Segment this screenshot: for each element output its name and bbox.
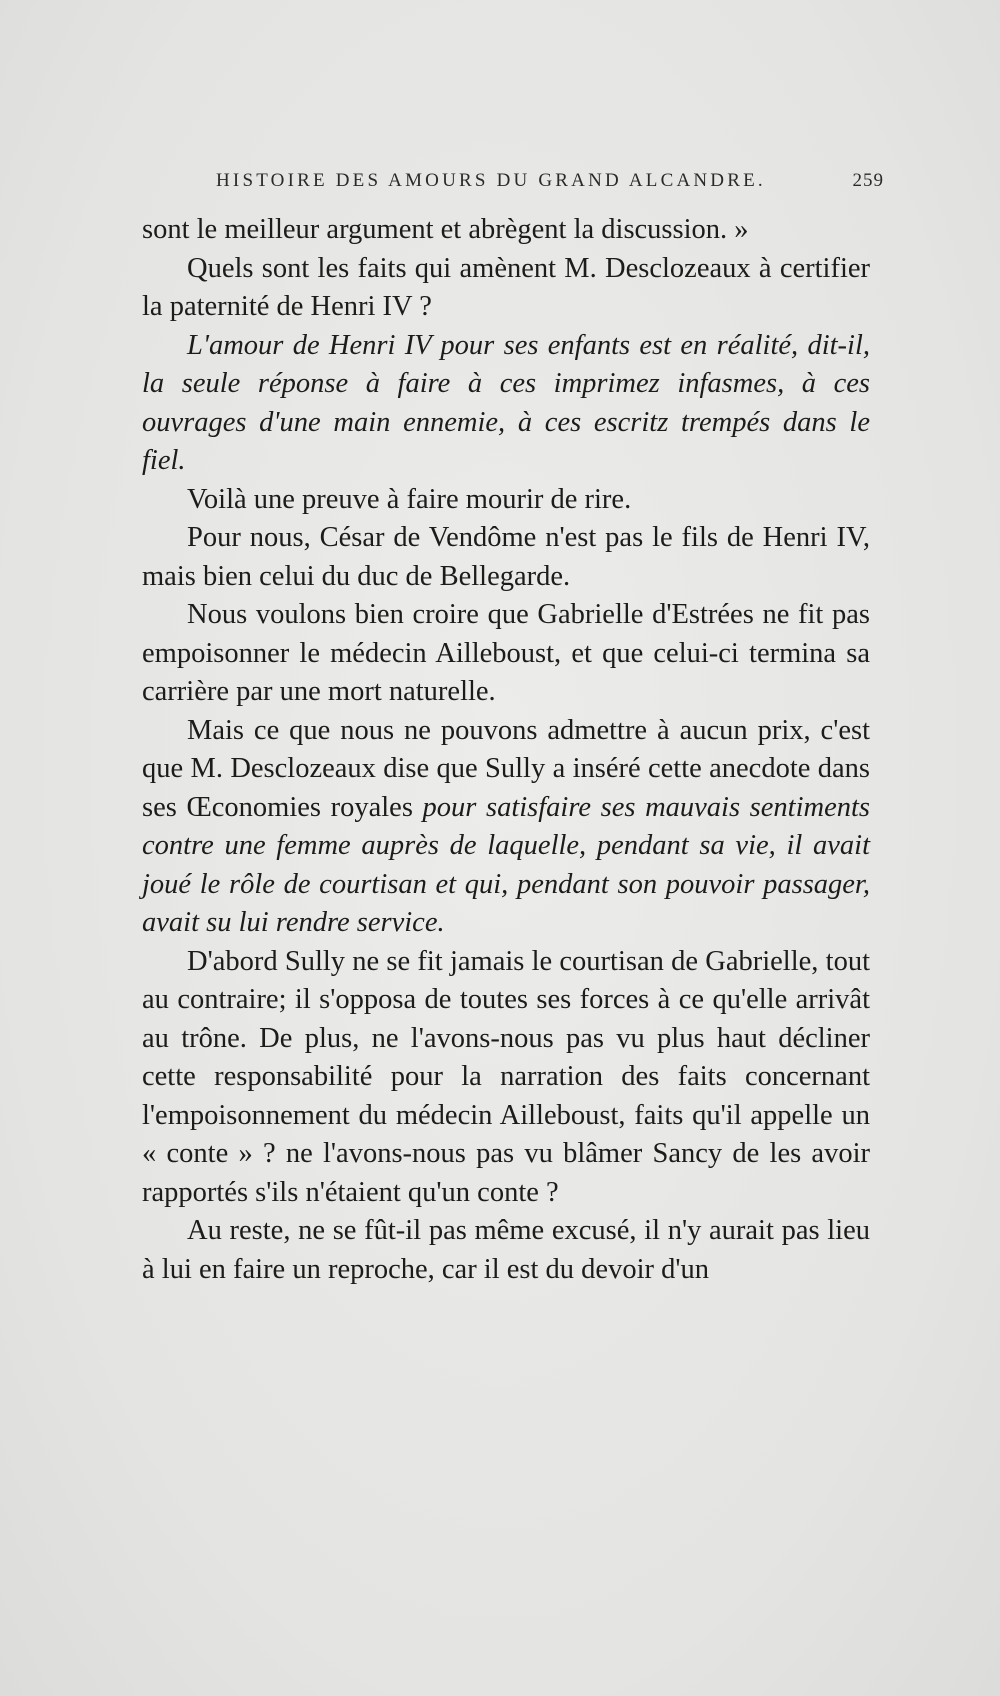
paragraph xyxy=(142,211,870,250)
running-header xyxy=(216,170,884,200)
text-run: Quels sont les faits qui amènent M. Desclozeaux à certifier la paternité de Henri IV ? xyxy=(142,252,870,322)
paragraph xyxy=(142,712,870,943)
body-text xyxy=(142,211,870,1289)
paragraph xyxy=(142,519,870,596)
paragraph xyxy=(142,596,870,712)
text-run: Mais ce que nous ne pouvons admettre à aucun prix, c'est que M. Desclozeaux dise que Sully a inséré cette anecdote dans ses Œconomies royales xyxy=(142,714,870,823)
italic-text: pour satisfaire ses mauvais sentiments contre une femme auprès de laquelle, pendant sa vie, il avait joué le rôle de courtisan et qui, pendant son pouvoir passager, avait su lui rendre service. xyxy=(142,791,870,938)
paragraph xyxy=(142,250,870,327)
text-run: Nous voulons bien croire que Gabrielle d'Estrées ne fit pas empoisonner le médecin Ailleboust, et que celui-ci termina sa carrière par une mort naturelle. xyxy=(142,599,870,707)
running-title: HISTOIRE DES AMOURS DU GRAND ALCANDRE. xyxy=(216,170,766,191)
text-run: sont le meilleur argument et abrègent la discussion. » xyxy=(142,214,749,245)
italic-text: L'amour de Henri IV pour ses enfants est en réalité, dit-il, la seule réponse à faire à ces imprimez infasmes, à ces ouvrages d'une main ennemie, à ces escritz trempés dans le fiel. xyxy=(142,329,870,476)
text-run: D'abord Sully ne se fit jamais le courtisan de Gabrielle, tout au contraire; il s'opposa de toutes ses forces à ce qu'elle arrivât au trône. De plus, ne l'avons-nous pas vu plus haut décliner cette responsabilité pour la narration des faits concernant l'empoisonnement du médecin Ailleboust, faits qu'il appelle un « conte » ? ne l'avons-nous pas vu blâmer Sancy de les avoir rapportés s'ils n'étaient qu'un conte ? xyxy=(142,945,870,1208)
paragraph xyxy=(142,327,870,481)
text-run: Pour nous, César de Vendôme n'est pas le fils de Henri IV, mais bien celui du duc de Bellegarde. xyxy=(142,522,870,592)
text-run: Au reste, ne se fût-il pas même excusé, il n'y aurait pas lieu à lui en faire un reproche, car il est du devoir d'un xyxy=(142,1215,870,1285)
paragraph xyxy=(142,481,870,520)
text-run: Voilà une preuve à faire mourir de rire. xyxy=(187,483,632,515)
paragraph xyxy=(142,1212,870,1289)
page-number: 259 xyxy=(852,170,884,191)
paragraph xyxy=(142,943,870,1213)
